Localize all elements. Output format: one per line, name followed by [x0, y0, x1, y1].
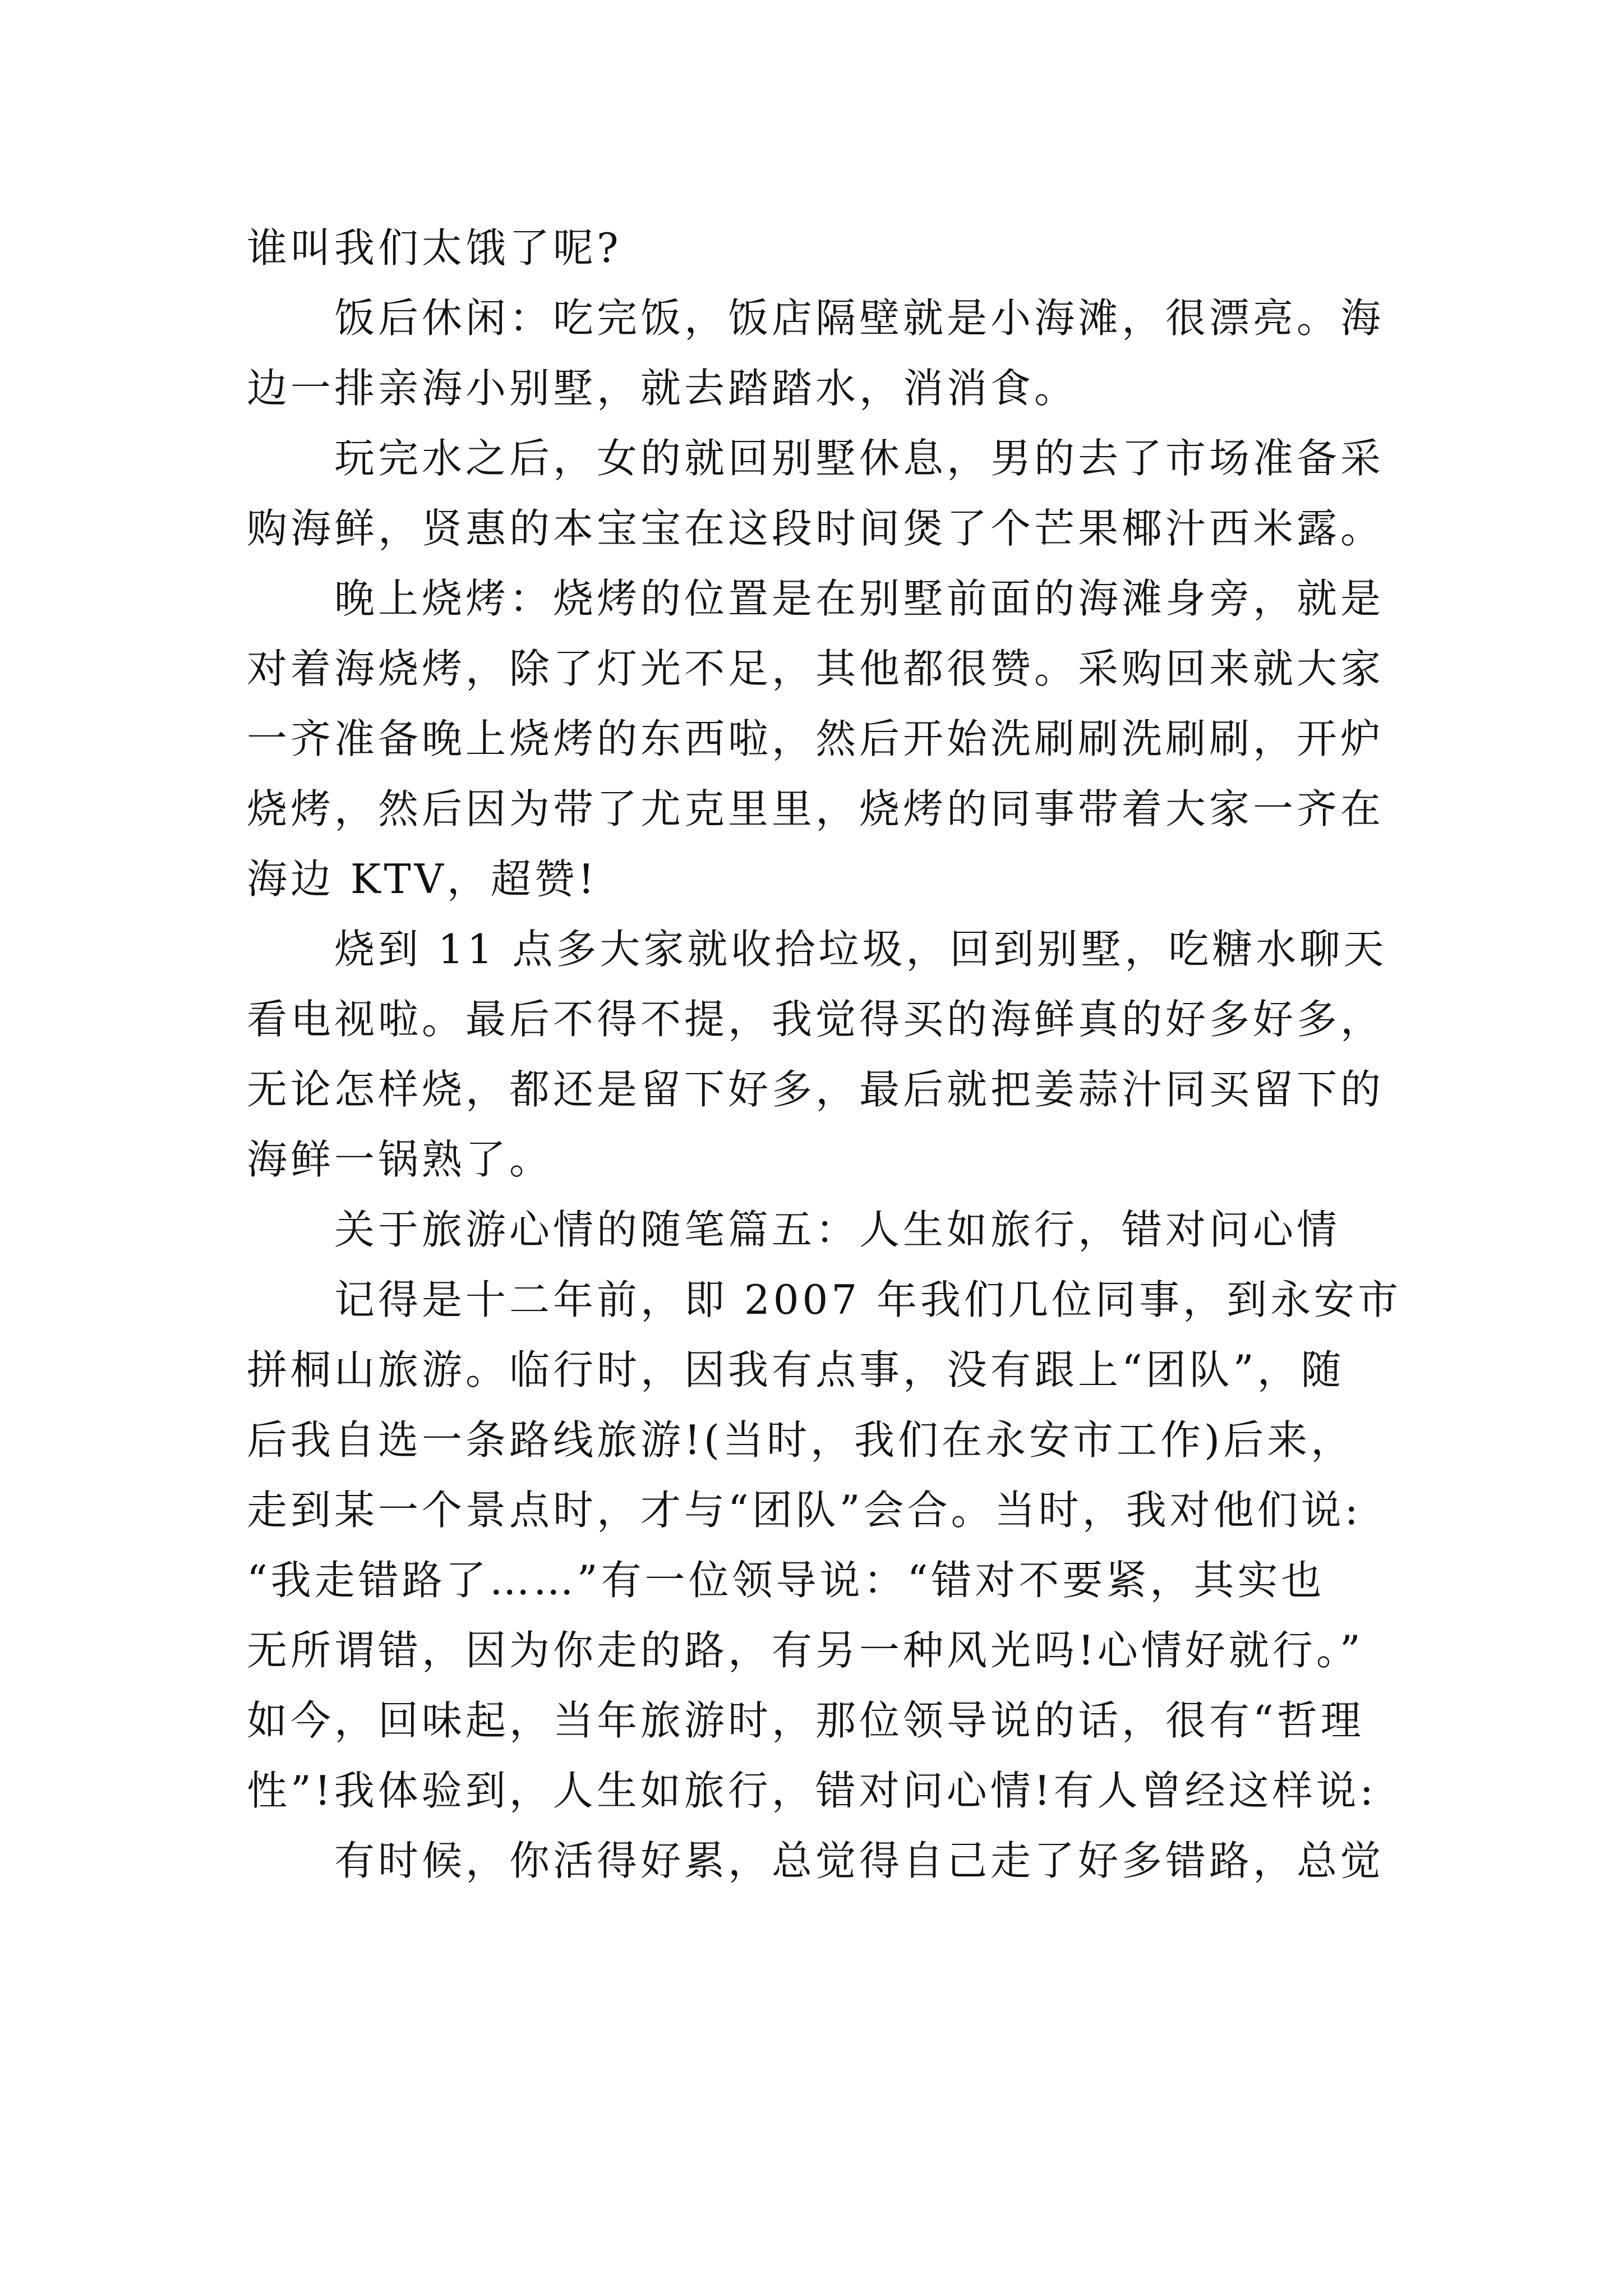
text-line: 一齐准备晚上烧烤的东西啦，然后开始洗刷刷洗刷刷，开炉 — [247, 715, 1385, 762]
text-line: 拼桐山旅游。临行时，因我有点事，没有跟上“团队”，随 — [247, 1346, 1345, 1393]
text-line: 购海鲜，贤惠的本宝宝在这段时间煲了个芒果椰汁西米露。 — [247, 505, 1385, 552]
text-line: 无论怎样烧，都还是留下好多，最后就把姜蒜汁同买留下的 — [247, 1066, 1385, 1113]
text-line: 对着海烧烤，除了灯光不足，其他都很赞。采购回来就大家 — [247, 645, 1385, 692]
section-heading: 关于旅游心情的随笔篇五：人生如旅行，错对问心情 — [334, 1206, 1341, 1253]
text-line: 烧到 11 点多大家就收拾垃圾，回到别墅，吃糖水聊天 — [334, 926, 1387, 973]
text-line: 边一排亲海小别墅，就去踏踏水，消消食。 — [247, 365, 1078, 412]
text-line: 后我自选一条路线旅游!(当时，我们在永安市工作)后来， — [247, 1416, 1355, 1464]
text-line: 海鲜一锅熟了。 — [247, 1136, 554, 1183]
document-page — [247, 213, 1402, 1896]
text-line: 晚上烧烤：烧烤的位置是在别墅前面的海滩身旁，就是 — [334, 575, 1385, 622]
text-line: 谁叫我们太饿了呢? — [247, 224, 622, 272]
text-line: 无所谓错，因为你走的路，有另一种风光吗!心情好就行。” — [247, 1627, 1364, 1674]
text-line: 烧烤，然后因为带了尤克里里，烧烤的同事带着大家一齐在 — [247, 785, 1385, 832]
text-line: 玩完水之后，女的就回别墅休息，男的去了市场准备采 — [334, 435, 1385, 482]
text-line: 走到某一个景点时，才与“团队”会合。当时，我对他们说: — [247, 1487, 1362, 1534]
text-line: 记得是十二年前，即 2007 年我们几位同事，到永安市 — [334, 1276, 1402, 1323]
text-line: 海边 KTV，超赞! — [247, 855, 598, 903]
text-line: 看电视啦。最后不得不提，我觉得买的海鲜真的好多好多， — [247, 996, 1385, 1043]
text-line: 饭后休闲：吃完饭，饭店隔壁就是小海滩，很漂亮。海 — [334, 295, 1385, 342]
text-line: 有时候，你活得好累，总觉得自己走了好多错路，总觉 — [334, 1837, 1385, 1884]
text-line: “我走错路了……”有一位领导说：“错对不要紧，其实也 — [247, 1557, 1325, 1604]
text-line: 如今，回味起，当年旅游时，那位领导说的话，很有“哲理 — [247, 1697, 1364, 1744]
text-line: 性”!我体验到，人生如旅行，错对问心情!有人曾经这样说: — [247, 1767, 1377, 1814]
